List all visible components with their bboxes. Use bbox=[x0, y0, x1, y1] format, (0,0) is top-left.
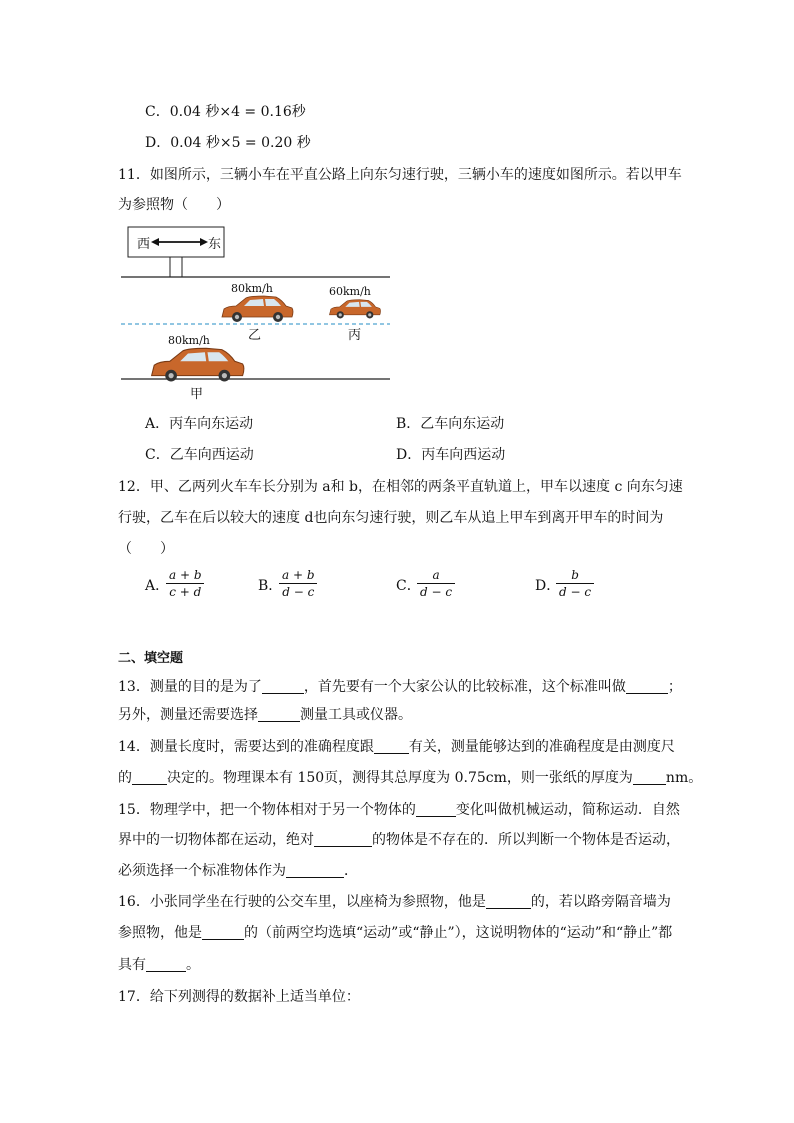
q12-option-c-fraction bbox=[417, 568, 455, 599]
q13-blank-2[interactable] bbox=[626, 679, 668, 694]
q14-blank-2[interactable] bbox=[132, 770, 167, 785]
q11-option-d: D．丙车向西运动 bbox=[396, 447, 506, 463]
q11-option-b: B．乙车向东运动 bbox=[396, 416, 505, 432]
car-jia-speed: 80km/h bbox=[168, 334, 210, 347]
car-yi-label: 乙 bbox=[248, 328, 262, 343]
fraction-denominator: d − c bbox=[279, 583, 317, 599]
q16-line2: 参照物，他是 的（前两空均选填“运动”或“静止”），这说明物体的“运动”和“静止”都 bbox=[118, 925, 673, 941]
q14-blank-3[interactable] bbox=[633, 770, 666, 785]
car-jia-icon bbox=[152, 348, 244, 381]
car-bing-label: 丙 bbox=[348, 328, 362, 343]
q16-line3: 具有 。 bbox=[118, 957, 200, 973]
q14-line1: 14．测量长度时，需要达到的准确程度跟 有关，测量能够达到的准确程度是由测度尺 bbox=[118, 739, 675, 755]
q14-line2: 的 决定的。物理课本有 150页，测得其总厚度为 0.75cm，则一张纸的厚度为 nm。 bbox=[118, 770, 703, 786]
q12-option-b-fraction bbox=[279, 568, 318, 599]
q15-blank-2[interactable] bbox=[314, 832, 372, 847]
q12-option-d-fraction bbox=[556, 568, 594, 599]
option-c-prev: C．0.04 秒×4 = 0.16秒 bbox=[145, 104, 306, 120]
q15-blank-3[interactable] bbox=[286, 863, 344, 878]
q14-blank-1[interactable] bbox=[374, 739, 409, 754]
fraction-numerator: a + b bbox=[169, 568, 202, 582]
car-yi-icon bbox=[222, 296, 293, 322]
q12-option-a-fraction bbox=[166, 568, 205, 599]
sign-east-label: 东 bbox=[208, 237, 222, 252]
q11-option-a: A．丙车向东运动 bbox=[145, 416, 254, 432]
q15-line3: 必须选择一个标准物体作为 ． bbox=[118, 863, 358, 879]
q17-stem: 17．给下列测得的数据补上适当单位： bbox=[118, 989, 360, 1005]
q11-road-figure bbox=[118, 225, 393, 405]
q12-option-a-label: A． bbox=[145, 578, 170, 594]
q13-line2: 另外，测量还需要选择 测量工具或仪器。 bbox=[118, 707, 412, 723]
q16-blank-2[interactable] bbox=[202, 925, 244, 940]
fraction-numerator: b bbox=[571, 568, 579, 582]
car-yi-speed: 80km/h bbox=[231, 282, 273, 295]
q15-blank-1[interactable] bbox=[416, 802, 456, 817]
q13-line1: 13．测量的目的是为了 ，首先要有一个大家公认的比较标准，这个标准叫做 ； bbox=[118, 679, 682, 695]
q12-stem-line2: 行驶，乙车在后以较大的速度 d也向东匀速行驶，则乙车从追上甲车到离开甲车的时间为 bbox=[118, 510, 664, 526]
q11-stem-line2: 为参照物（ ） bbox=[118, 197, 230, 213]
q12-stem-line1: 12．甲、乙两列火车车长分别为 a和 b，在相邻的两条平直轨道上，甲车以速度 c 向东匀速 bbox=[118, 479, 683, 495]
q11-stem-line1: 11．如图所示，三辆小车在平直公路上向东匀速行驶，三辆小车的速度如图所示。若以甲车 bbox=[118, 167, 682, 183]
car-jia-label: 甲 bbox=[190, 387, 204, 402]
q13-blank-1[interactable] bbox=[262, 679, 304, 694]
q12-option-c-label: C． bbox=[396, 578, 421, 594]
car-bing-speed: 60km/h bbox=[329, 285, 371, 298]
q12-option-d-label: D． bbox=[535, 578, 561, 594]
q12-stem-line3: （ ） bbox=[118, 541, 174, 557]
car-bing-icon bbox=[329, 300, 380, 319]
q12-option-b-label: B． bbox=[258, 578, 283, 594]
q16-blank-3[interactable] bbox=[146, 957, 186, 972]
q11-option-c: C．乙车向西运动 bbox=[145, 447, 254, 463]
q16-blank-1[interactable] bbox=[486, 894, 531, 909]
fraction-numerator: a bbox=[432, 568, 440, 582]
sign-west-label: 西 bbox=[137, 237, 151, 252]
fraction-denominator: d − c bbox=[417, 583, 455, 599]
section-title: 二、填空题 bbox=[118, 651, 184, 666]
fraction-numerator: a + b bbox=[282, 568, 315, 582]
q15-line2: 界中的一切物体都在运动，绝对 的物体是不存在的．所以判断一个物体是否运动， bbox=[118, 832, 680, 848]
q15-line1: 15．物理学中，把一个物体相对于另一个物体的 变化叫做机械运动，简称运动．自然 bbox=[118, 802, 680, 818]
fraction-denominator: c + d bbox=[166, 583, 204, 599]
fraction-denominator: d − c bbox=[556, 583, 594, 599]
q16-line1: 16．小张同学坐在行驶的公交车里，以座椅为参照物，他是 的，若以路旁隔音墙为 bbox=[118, 894, 671, 910]
q13-blank-3[interactable] bbox=[258, 707, 300, 722]
option-d-prev: D．0.04 秒×5 = 0.20 秒 bbox=[145, 135, 311, 151]
